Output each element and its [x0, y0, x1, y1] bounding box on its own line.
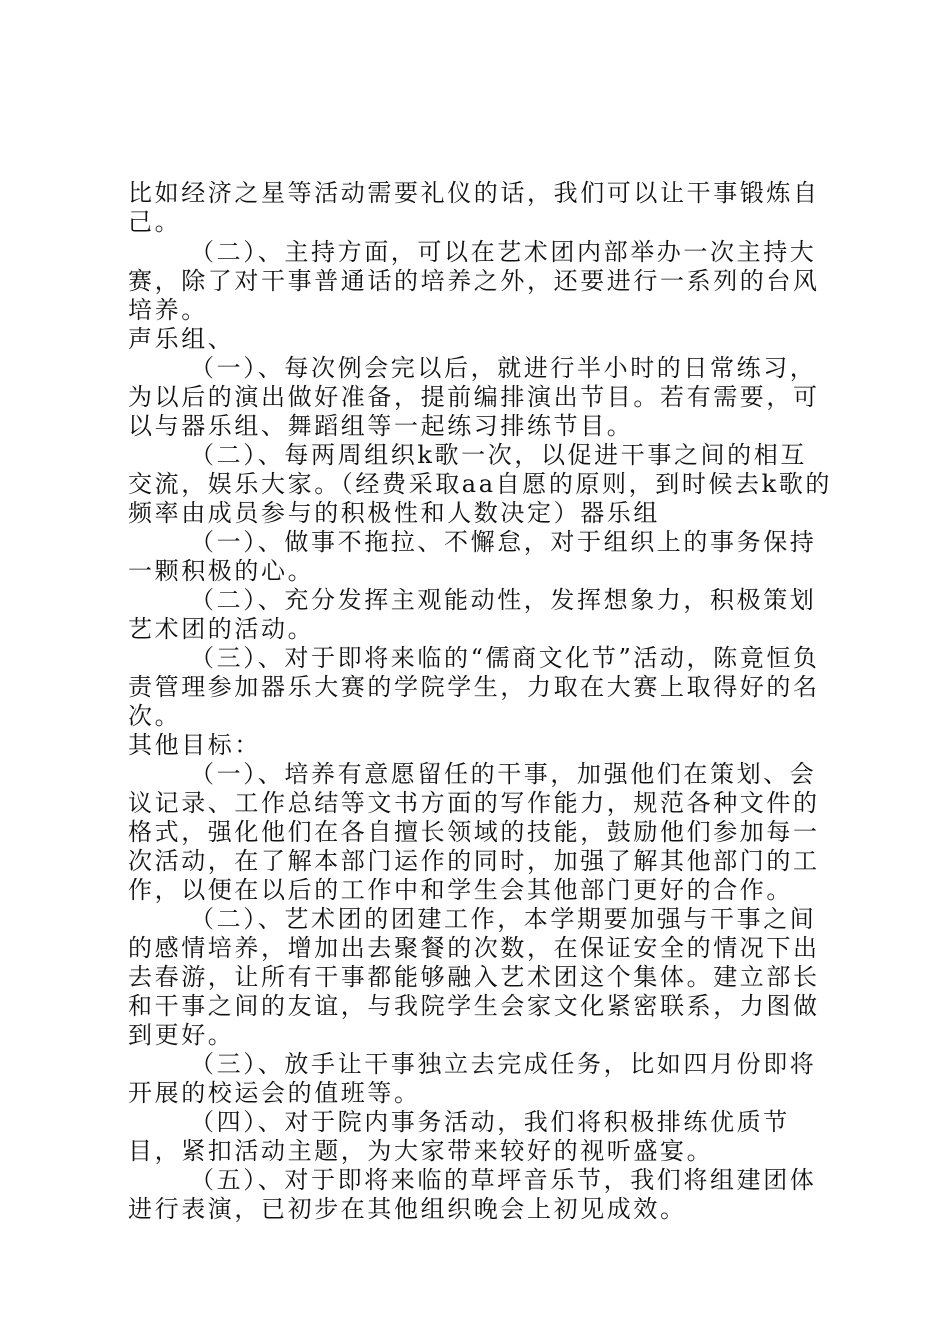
paragraph-vocal-practice: （一）、每次例会完以后，就进行半小时的日常练习，为以后的演出做好准备，提前编排演出节目。若有需要，可以与器乐组、舞蹈组等一起练习排练节目。 [128, 354, 820, 440]
section-heading-vocal: 声乐组、 [128, 325, 235, 353]
paragraph-host-contest: （二）、主持方面，可以在艺术团内部举办一次主持大赛，除了对干事普通话的培养之外，还要进行一系列的台风培养。 [128, 238, 820, 324]
body-text [128, 238, 833, 1224]
opening-line: 比如经济之星等活动需要礼仪的话，我们可以让干事锻炼自己。 [128, 179, 820, 236]
paragraph-instrument-festival: （三）、对于即将来临的“儒商文化节”活动，陈竟恒负责管理参加器乐大赛的学院学生，力取在大赛上取得好的名次。 [128, 644, 820, 730]
paragraph-goal-music-festival: （五）、对于即将来临的草坪音乐节，我们将组建团体进行表演，已初步在其他组织晚会上初见成效。 [128, 1166, 817, 1223]
paragraph-goal-performances: （四）、对于院内事务活动，我们将积极排练优质节目，紧扣活动主题，为大家带来较好的视听盛宴。 [128, 1108, 790, 1165]
paragraph-vocal-karaoke: （二）、每两周组织k歌一次，以促进干事之间的相互交流，娱乐大家。（经费采取aa自愿的原则，到时候去k歌的频率由成员参与的积极性和人数决定）器乐组 [128, 441, 832, 527]
paragraph-goal-training: （一）、培养有意愿留任的干事，加强他们在策划、会议记录、工作总结等文书方面的写作能力，规范各种文件的格式，强化他们在各自擅长领域的技能，鼓励他们参加每一次活动，在了解本部门运作的同时，加强了解其他部门的工作，以便在以后的工作中和学生会其他部门更好的合作。 [128, 760, 820, 904]
paragraph-goal-independence: （三）、放手让干事独立去完成任务，比如四月份即将开展的校运会的值班等。 [128, 1050, 817, 1107]
paragraph-goal-team-building: （二）、艺术团的团建工作，本学期要加强与干事之间的感情培养，增加出去聚餐的次数，在保证安全的情况下出去春游，让所有干事都能够融入艺术团这个集体。建立部长和干事之间的友谊，与我院学生会家文化紧密联系，力图做到更好。 [128, 905, 820, 1049]
opening-block [128, 179, 833, 237]
paragraph-instrument-attitude: （一）、做事不拖拉、不懈怠，对于组织上的事务保持一颗积极的心。 [128, 528, 817, 585]
paragraph-instrument-initiative: （二）、充分发挥主观能动性，发挥想象力，积极策划艺术团的活动。 [128, 586, 817, 643]
section-heading-other-goals: 其他目标： [128, 731, 261, 759]
